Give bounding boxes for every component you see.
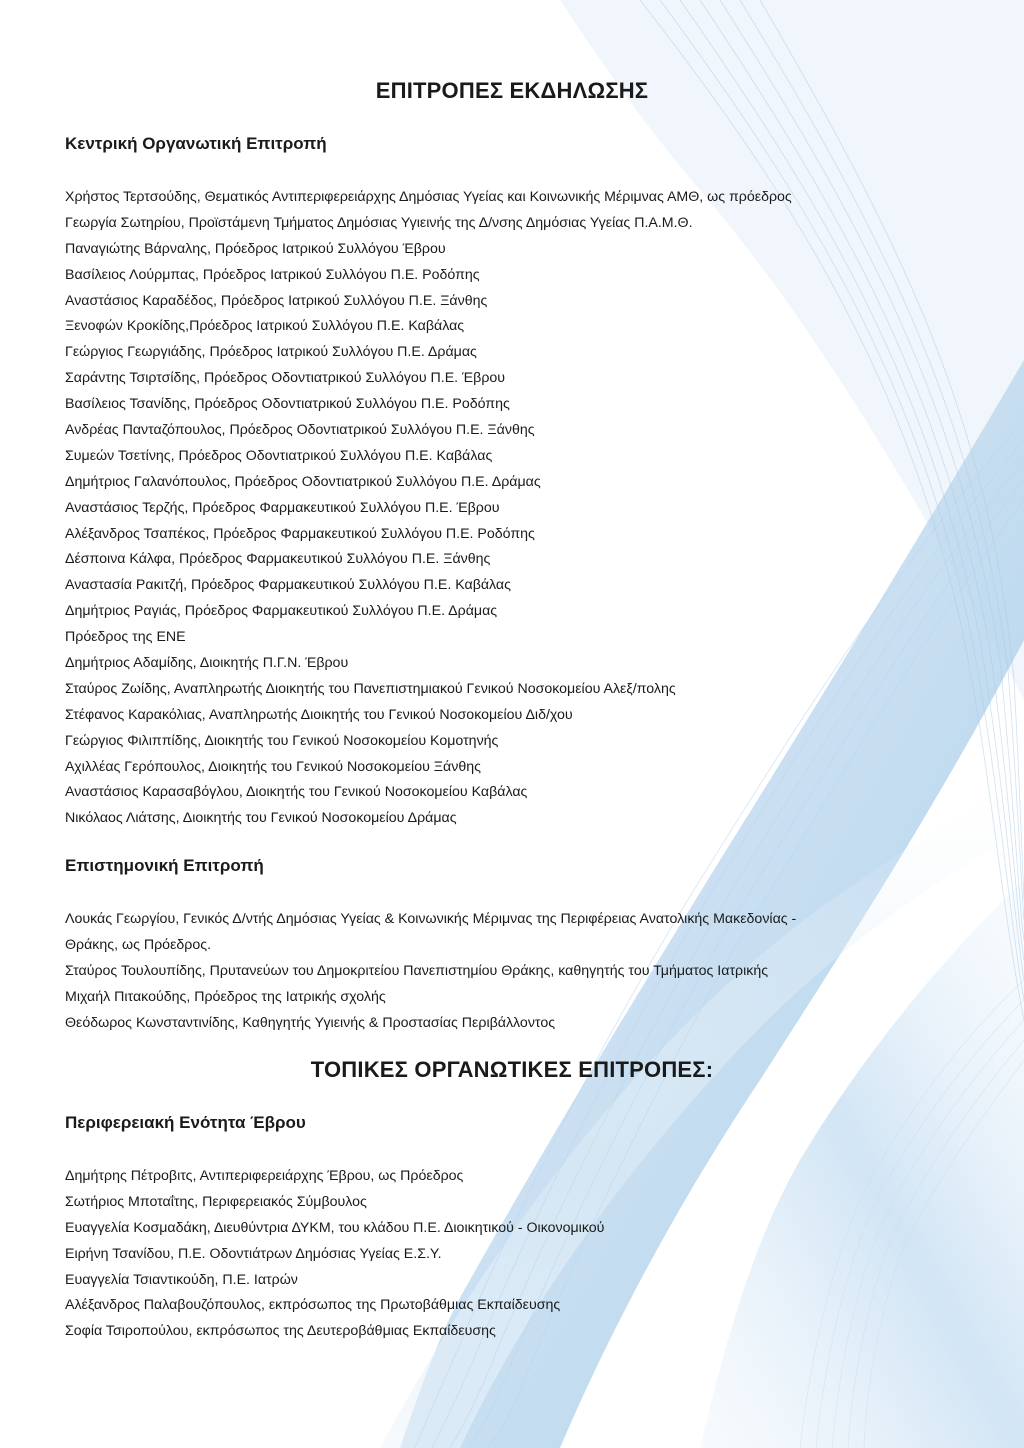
list-item: Γεωργία Σωτηρίου, Προϊστάμενη Τμήματος Δημόσιας Υγιεινής της Δ/νσης Δημόσιας Υγείας Π.Α.Μ.Θ. (65, 214, 693, 231)
list-item: Βασίλειος Λούρμπας, Πρόεδρος Ιατρικού Συλλόγου Π.Ε. Ροδόπης (65, 266, 480, 283)
list-item: Αναστάσιος Καρασαβόγλου, Διοικητής του Γενικού Νοσοκομείου Καβάλας (65, 784, 528, 801)
list-item: Γεώργιος Γεωργιάδης, Πρόεδρος Ιατρικού Συλλόγου Π.Ε. Δράμας (65, 344, 477, 361)
list-item: Θράκης, ως Πρόεδρος. (65, 936, 212, 953)
list-item: Βασίλειος Τσανίδης, Πρόεδρος Οδοντιατρικού Συλλόγου Π.Ε. Ροδόπης (65, 396, 510, 413)
central-committee-list (65, 185, 945, 832)
list-item: Σωτήριος Μποταΐτης, Περιφερειακός Σύμβουλος (65, 1193, 367, 1210)
list-item: Σοφία Τσιροπούλου, εκπρόσωπος της Δευτεροβάθμιας Εκπαίδευσης (65, 1323, 496, 1340)
page-title: ΕΠΙΤΡΟΠΕΣ ΕΚΔΗΛΩΣΗΣ (375, 78, 649, 103)
list-item: Δημήτριος Γαλανόπουλος, Πρόεδρος Οδοντιατρικού Συλλόγου Π.Ε. Δράμας (65, 473, 541, 490)
evros-committee-heading: Περιφερειακή Ενότητα Έβρου (65, 1113, 306, 1132)
list-item: Αναστάσιος Τερζής, Πρόεδρος Φαρμακευτικού Συλλόγου Π.Ε. Έβρου (65, 499, 500, 516)
central-committee-heading: Κεντρική Οργανωτική Επιτροπή (65, 134, 327, 153)
list-item: Γεώργιος Φιλιππίδης, Διοικητής του Γενικού Νοσοκομείου Κομοτηνής (65, 732, 499, 749)
list-item: Σταύρος Τουλουπίδης, Πρυτανεύων του Δημοκριτείου Πανεπιστημίου Θράκης, καθηγητής του Τμήματος Ιατρικής (65, 962, 769, 979)
list-item: Αλέξανδρος Παλαβουζόπουλος, εκπρόσωπος της Πρωτοβάθμιας Εκπαίδευσης (65, 1297, 561, 1314)
list-item: Σταύρος Ζωίδης, Αναπληρωτής Διοικητής του Πανεπιστημιακού Γενικού Νοσοκομείου Αλεξ/πολης (65, 680, 676, 697)
list-item: Ξενοφών Κροκίδης,Πρόεδρος Ιατρικού Συλλόγου Π.Ε. Καβάλας (65, 318, 465, 335)
list-item: Ευαγγελία Κοσμαδάκη, Διευθύντρια ΔΥΚΜ, του κλάδου Π.Ε. Διοικητικού - Οικονομικού (65, 1219, 605, 1236)
list-item: Δημήτριος Ραγιάς, Πρόεδρος Φαρμακευτικού Συλλόγου Π.Ε. Δράμας (65, 603, 498, 620)
list-item: Θεόδωρος Κωνσταντινίδης, Καθηγητής Υγιεινής & Προστασίας Περιβάλλοντος (65, 1014, 556, 1031)
list-item: Αναστάσιος Καραδέδος, Πρόεδρος Ιατρικού Συλλόγου Π.Ε. Ξάνθης (65, 292, 488, 309)
list-item: Στέφανος Καρακόλιας, Αναπληρωτής Διοικητής του Γενικού Νοσοκομείου Διδ/χου (65, 706, 573, 723)
list-item: Νικόλαος Λιάτσης, Διοικητής του Γενικού Νοσοκομείου Δράμας (65, 810, 457, 827)
list-item: Δημήτρης Πέτροβιτς, Αντιπεριφερειάρχης Έβρου, ως Πρόεδρος (65, 1168, 464, 1184)
list-item: Σαράντης Τσιρτσίδης, Πρόεδρος Οδοντιατρικού Συλλόγου Π.Ε. Έβρου (65, 370, 506, 387)
list-item: Παναγιώτης Βάρναλης, Πρόεδρος Ιατρικού Συλλόγου Έβρου (65, 240, 446, 257)
list-item: Δέσποινα Κάλφα, Πρόεδρος Φαρμακευτικού Συλλόγου Π.Ε. Ξάνθης (65, 551, 491, 568)
list-item: Αχιλλέας Γερόπουλος, Διοικητής του Γενικού Νοσοκομείου Ξάνθης (65, 758, 481, 775)
scientific-committee-heading: Επιστημονική Επιτροπή (65, 856, 264, 875)
list-item: Συμεών Τσετίνης, Πρόεδρος Οδοντιατρικού Συλλόγου Π.Ε. Καβάλας (65, 447, 493, 464)
list-item: Χρήστος Τερτσούδης, Θεματικός Αντιπεριφερειάρχης Δημόσιας Υγείας και Κοινωνικής Μέριμνας ΑΜΘ, ως πρόεδρος (65, 189, 792, 205)
list-item: Πρόεδρος της ΕΝΕ (65, 629, 186, 646)
list-item: Μιχαήλ Πιτακούδης, Πρόεδρος της Ιατρικής σχολής (65, 988, 386, 1005)
list-item: Αλέξανδρος Τσαπέκος, Πρόεδρος Φαρμακευτικού Συλλόγου Π.Ε. Ροδόπης (65, 525, 535, 542)
list-item: Ανδρέας Πανταζόπουλος, Πρόεδρος Οδοντιατρικού Συλλόγου Π.Ε. Ξάνθης (65, 422, 535, 439)
local-committees-title: ΤΟΠΙΚΕΣ ΟΡΓΑΝΩΤΙΚΕΣ ΕΠΙΤΡΟΠΕΣ: (310, 1057, 714, 1082)
evros-committee-list (65, 1164, 945, 1345)
list-item: Αναστασία Ρακιτζή, Πρόεδρος Φαρμακευτικού Συλλόγου Π.Ε. Καβάλας (65, 577, 511, 594)
list-item: Λουκάς Γεωργίου, Γενικός Δ/ντής Δημόσιας Υγείας & Κοινωνικής Μέριμνας της Περιφέρειας Ανατολικής Μακεδονίας - (65, 911, 797, 927)
list-item: Ευαγγελία Τσιαντικούδη, Π.Ε. Ιατρών (65, 1271, 298, 1288)
list-item: Ειρήνη Τσανίδου, Π.Ε. Οδοντιάτρων Δημόσιας Υγείας Ε.Σ.Υ. (65, 1245, 442, 1262)
list-item: Δημήτριος Αδαμίδης, Διοικητής Π.Γ.Ν. Έβρου (65, 655, 349, 672)
scientific-committee-list (65, 907, 945, 1036)
